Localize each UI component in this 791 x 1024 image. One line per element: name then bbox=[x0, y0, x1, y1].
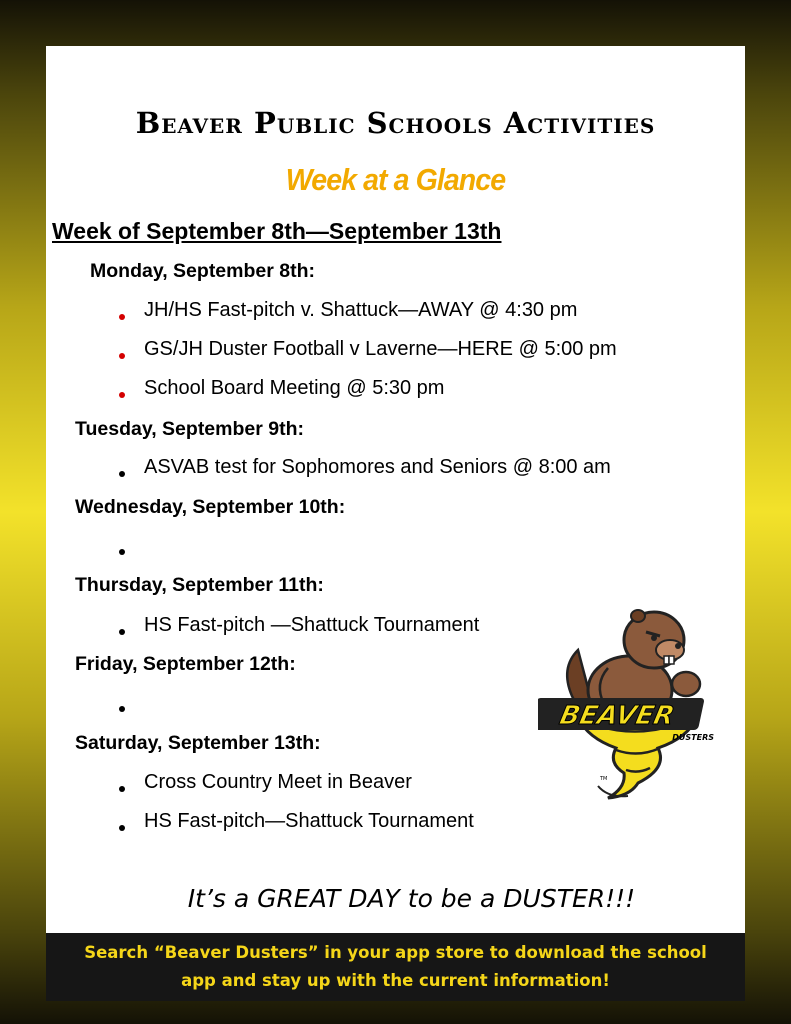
bullet-icon bbox=[119, 706, 125, 712]
beaver-dusters-logo bbox=[538, 598, 730, 803]
event-item: ASVAB test for Sophomores and Seniors @ 8:00 am bbox=[144, 456, 611, 478]
event-item: Cross Country Meet in Beaver bbox=[144, 771, 412, 793]
logo-wordmark bbox=[538, 698, 705, 731]
event-item: JH/HS Fast-pitch v. Shattuck—AWAY @ 4:30 pm bbox=[144, 299, 578, 321]
event-item: HS Fast-pitch—Shattuck Tournament bbox=[144, 810, 474, 832]
day-friday: Friday, September 12th: bbox=[75, 653, 296, 675]
day-thursday: Thursday, September 11th: bbox=[75, 574, 324, 596]
day-wednesday: Wednesday, September 10th: bbox=[75, 496, 346, 518]
day-monday: Monday, September 8th: bbox=[90, 260, 316, 282]
footer-line-1: Search “Beaver Dusters” in your app store to download the school bbox=[84, 943, 707, 962]
tagline: It’s a GREAT DAY to be a DUSTER!!! bbox=[187, 884, 636, 913]
bullet-icon bbox=[119, 629, 125, 635]
bullet-icon bbox=[119, 825, 125, 831]
event-item: GS/JH Duster Football v Laverne—HERE @ 5:00 pm bbox=[144, 338, 617, 360]
page-title: Beaver Public Schools Activities bbox=[135, 106, 656, 140]
day-saturday: Saturday, September 13th: bbox=[75, 732, 321, 754]
week-heading: Week of September 8th—September 13th bbox=[52, 218, 502, 244]
event-item: HS Fast-pitch —Shattuck Tournament bbox=[144, 614, 480, 636]
footer-banner bbox=[46, 933, 745, 1001]
bullet-icon bbox=[119, 471, 125, 477]
bullet-icon bbox=[119, 392, 125, 398]
svg-text:BEAVER: BEAVER bbox=[556, 701, 677, 731]
flyer-sheet bbox=[46, 46, 745, 1001]
event-item: School Board Meeting @ 5:30 pm bbox=[144, 377, 445, 399]
svg-text:DUSTERS: DUSTERS bbox=[672, 733, 714, 742]
footer-line-2: app and stay up with the current information! bbox=[181, 971, 610, 990]
bullet-icon bbox=[119, 549, 125, 555]
day-tuesday: Tuesday, September 9th: bbox=[75, 418, 305, 440]
bullet-icon bbox=[119, 786, 125, 792]
svg-text:TM: TM bbox=[600, 776, 608, 782]
bullet-icon bbox=[119, 314, 125, 320]
page-subtitle: Week at a Glance bbox=[285, 162, 506, 197]
bullet-icon bbox=[119, 353, 125, 359]
